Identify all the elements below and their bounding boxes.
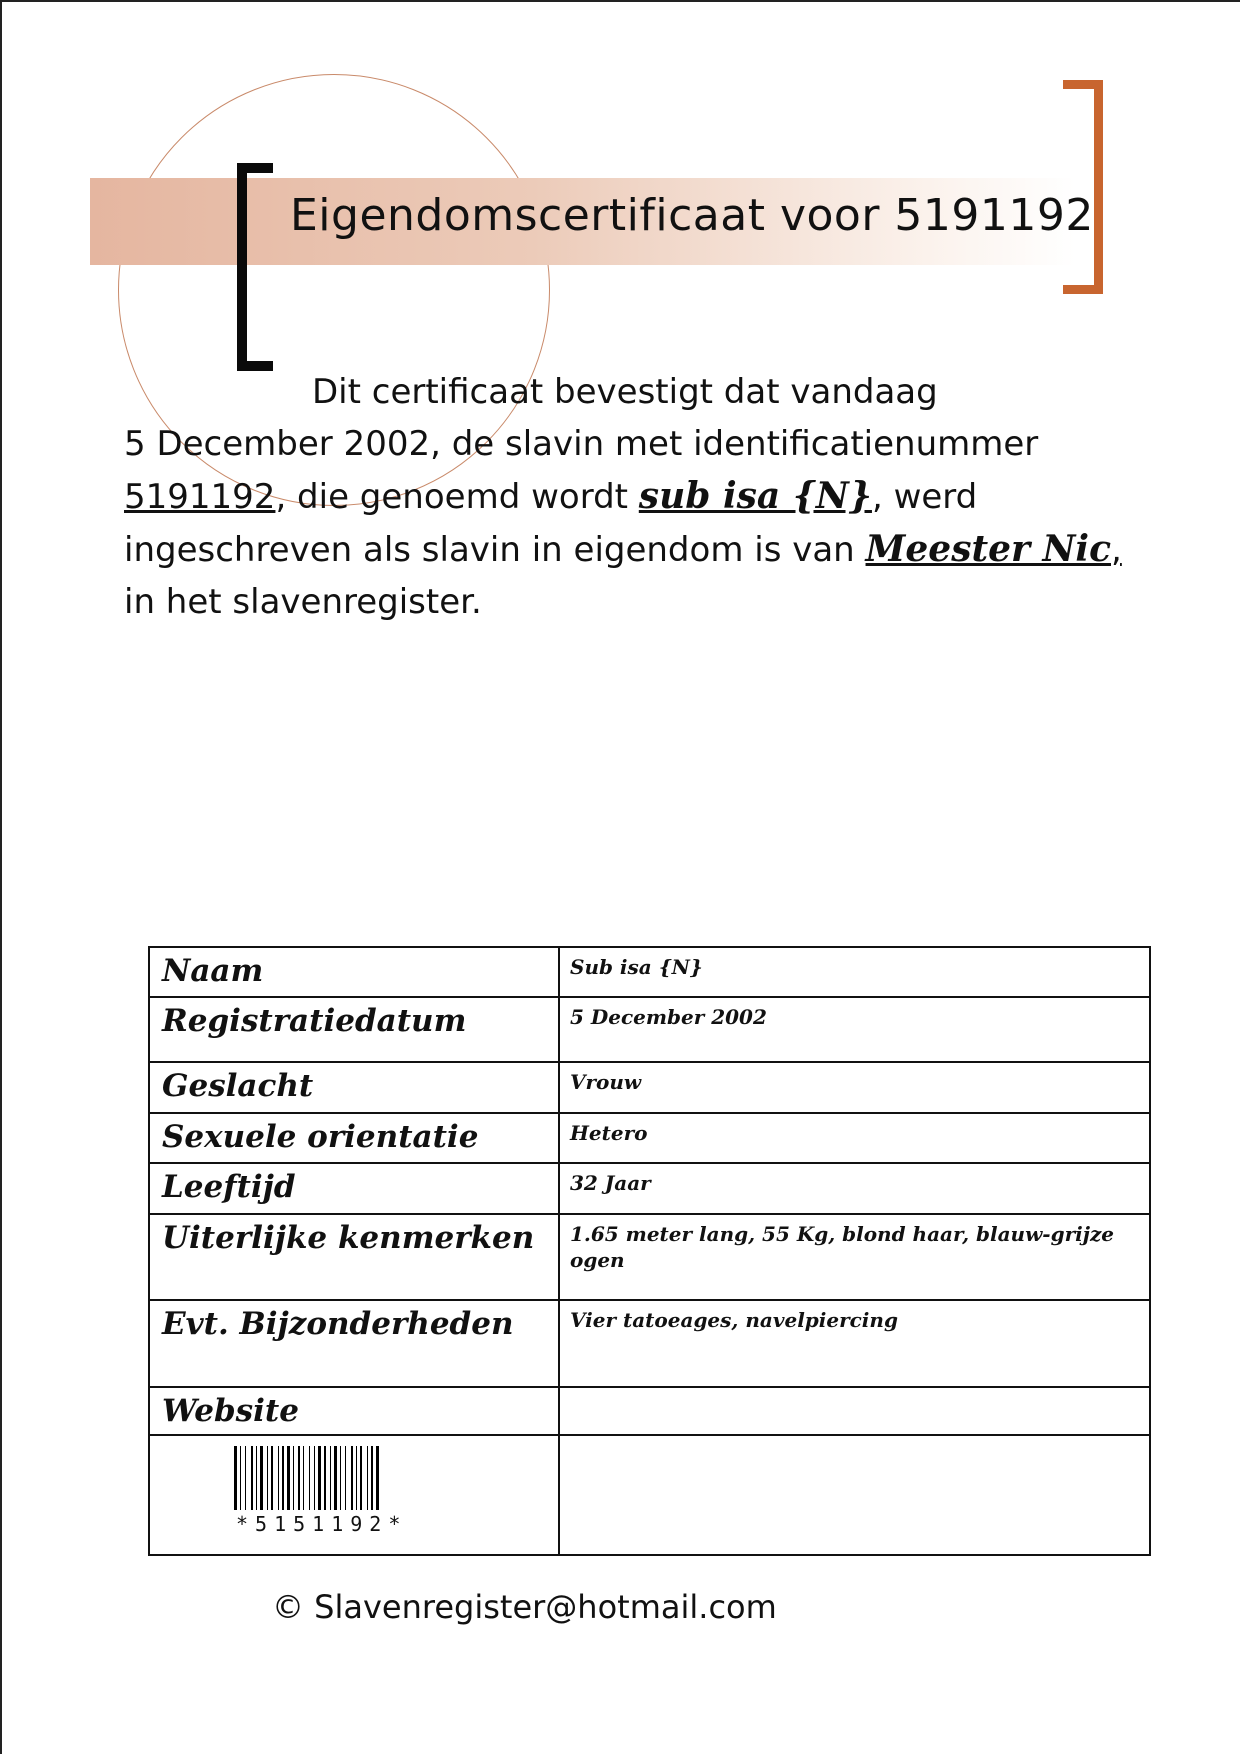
copyright-footer: © Slavenregister@hotmail.com — [272, 1588, 777, 1626]
table-row — [149, 1435, 1150, 1555]
table-row — [149, 1163, 1150, 1214]
row-value-leeftijd: 32 Jaar — [559, 1163, 1150, 1214]
barcode-cell — [149, 1435, 559, 1555]
row-label-geslacht: Geslacht — [149, 1062, 559, 1113]
barcode-bar — [367, 1446, 368, 1510]
intro-line-4: ingeschreven als slavin in eigendom is van — [124, 530, 866, 570]
intro-slave-name: sub isa {N} — [638, 475, 872, 517]
right-bracket-decoration — [1063, 80, 1103, 294]
row-value-uiterlijke-kenmerken: 1.65 meter lang, 55 Kg, blond haar, blauw-grijze ogen — [559, 1214, 1150, 1300]
barcode-bar — [340, 1446, 341, 1510]
barcode-number: *5151192* — [236, 1512, 408, 1536]
barcode-bar — [251, 1446, 253, 1510]
table-row — [149, 1300, 1150, 1387]
row-value-registratiedatum: 5 December 2002 — [559, 997, 1150, 1062]
intro-id-number: 5191192 — [124, 477, 276, 517]
row-label-uiterlijke-kenmerken: Uiterlijke kenmerken — [149, 1214, 559, 1300]
certificate-title: Eigendomscertificaat voor 5191192 — [290, 190, 1094, 241]
row-value-geslacht: Vrouw — [559, 1062, 1150, 1113]
row-label-bijzonderheden: Evt. Bijzonderheden — [149, 1300, 559, 1387]
table-row — [149, 1387, 1150, 1435]
barcode-bars — [234, 1446, 444, 1510]
intro-owner-name: Meester Nic — [865, 528, 1111, 570]
barcode-bar — [318, 1446, 321, 1510]
barcode-bar — [298, 1446, 300, 1510]
barcode-bar — [282, 1446, 284, 1510]
barcode-bar — [293, 1446, 294, 1510]
table-row — [149, 997, 1150, 1062]
row-label-sexuele-orientatie: Sexuele orientatie — [149, 1113, 559, 1163]
barcode-bar — [303, 1446, 304, 1510]
table-row — [149, 1062, 1150, 1113]
barcode-bar — [271, 1446, 273, 1510]
barcode-bar — [240, 1446, 241, 1510]
barcode-bar — [360, 1446, 362, 1510]
intro-line-1: Dit certificaat bevestigt dat vandaag — [312, 372, 938, 412]
row-value-sexuele-orientatie: Hetero — [559, 1113, 1150, 1163]
row-value-naam: Sub isa {N} — [559, 947, 1150, 997]
table-row — [149, 947, 1150, 997]
barcode-bar — [330, 1446, 331, 1510]
row-value-website — [559, 1387, 1150, 1435]
barcode-bar — [278, 1446, 279, 1510]
barcode-bar — [287, 1446, 290, 1510]
barcode-bar — [245, 1446, 246, 1510]
barcode-side-cell — [559, 1435, 1150, 1555]
row-label-website: Website — [149, 1387, 559, 1435]
intro-line-5: in het slavenregister. — [124, 582, 482, 622]
barcode-bar — [351, 1446, 353, 1510]
left-bracket-decoration — [237, 163, 273, 371]
certificate-intro — [124, 366, 1144, 628]
barcode-bar — [234, 1446, 237, 1510]
barcode — [150, 1436, 558, 1554]
intro-owner-suffix: , — [1111, 530, 1122, 570]
intro-text-b: , werd — [871, 477, 978, 517]
barcode-bar — [314, 1446, 315, 1510]
barcode-bar — [309, 1446, 310, 1510]
intro-text-a: , die genoemd wordt — [275, 477, 639, 517]
barcode-bar — [356, 1446, 357, 1510]
barcode-bar — [324, 1446, 326, 1510]
row-label-naam: Naam — [149, 947, 559, 997]
table-row — [149, 1113, 1150, 1163]
table-row — [149, 1214, 1150, 1300]
barcode-bar — [345, 1446, 346, 1510]
row-label-registratiedatum: Registratiedatum — [149, 997, 559, 1062]
barcode-bar — [371, 1446, 373, 1510]
barcode-bar — [260, 1446, 263, 1510]
barcode-bar — [376, 1446, 379, 1510]
row-value-bijzonderheden: Vier tatoeages, navelpiercing — [559, 1300, 1150, 1387]
registration-table — [148, 946, 1151, 1556]
barcode-bar — [256, 1446, 257, 1510]
intro-line-2: 5 December 2002, de slavin met identificatienummer — [124, 424, 1039, 464]
row-label-leeftijd: Leeftijd — [149, 1163, 559, 1214]
barcode-bar — [267, 1446, 268, 1510]
barcode-bar — [334, 1446, 337, 1510]
